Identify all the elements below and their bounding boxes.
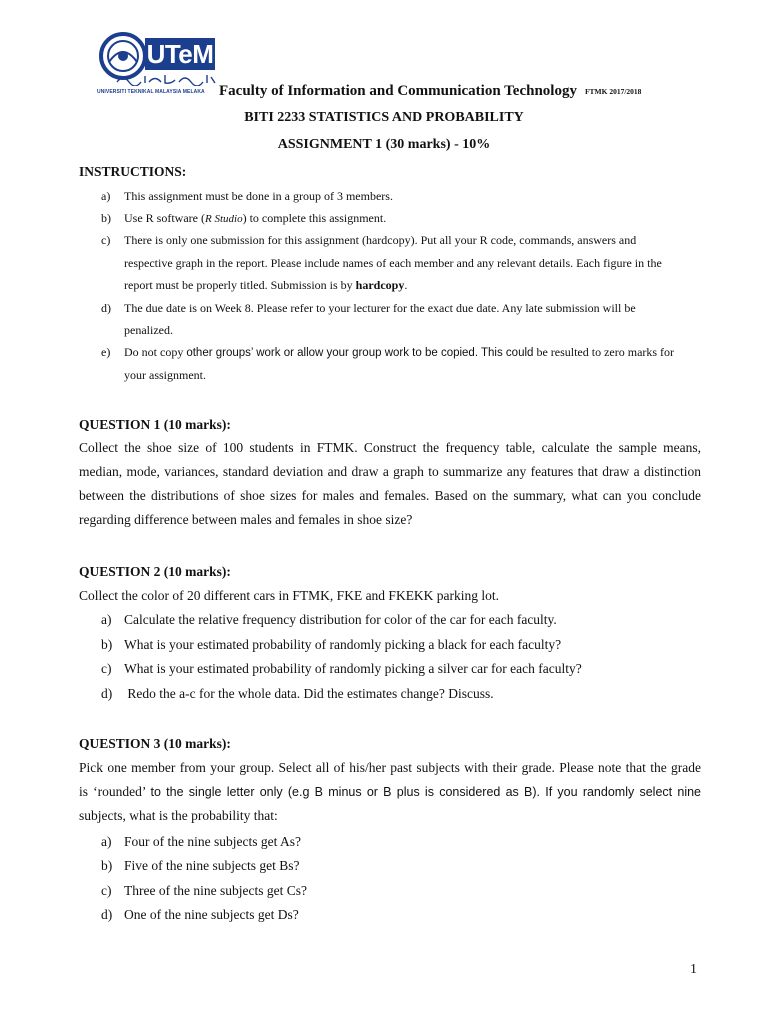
faculty-name: Faculty of Information and Communication Technology FTMK 2017/2018 — [219, 83, 642, 99]
jawi-script-icon — [115, 72, 217, 86]
question3-marker: b) — [101, 858, 113, 873]
instruction-e-line2: your assignment. — [124, 368, 206, 382]
course-title: BITI 2233 STATISTICS AND PROBABILITY — [244, 110, 524, 125]
instruction-e-line1: Do not copy other groups’ work or allow your group work to be copied. This could be resulted to zero marks for — [124, 345, 675, 359]
question3-item-b: Five of the nine subjects get Bs? — [124, 858, 300, 873]
instruction-d-line2: penalized. — [124, 323, 173, 337]
question2-item-a: Calculate the relative frequency distribution for color of the car for each faculty. — [124, 612, 557, 627]
page-number: 1 — [690, 962, 697, 977]
logo-wordmark: UTeM — [146, 39, 214, 69]
question3-body: Pick one member from your group. Select all of his/her past subjects with their grade. Please note that the grade is ‘rounded’ to the single letter only (e.g B minus or B plus is considered as B). If you randomly select nine subjects, what is the probability that: — [79, 760, 701, 823]
question2-marker: c) — [101, 661, 112, 676]
question1-body: Collect the shoe size of 100 students in FTMK. Construct the frequency table, calculate the sample means, median, mode, variances, standard deviation and draw a graph to summarize any features that draw a distinction between the distributions of shoe sizes for males and females. Based on the summary, what can you conclude regarding difference between males and females in shoe size? — [79, 440, 701, 527]
instruction-c-line2: respective graph in the report. Please include names of each member and any relevant details. Each figure in the — [124, 256, 662, 270]
question3-marker: d) — [101, 907, 113, 922]
question2-item-d: Redo the a-c for the whole data. Did the estimates change? Discuss. — [124, 686, 494, 701]
instruction-b: Use R software (R Studio) to complete this assignment. — [124, 211, 387, 225]
utem-logo — [97, 30, 219, 98]
question2-marker: d) — [101, 686, 113, 701]
question2-heading: QUESTION 2 (10 marks): — [79, 564, 231, 579]
instruction-c-line1: There is only one submission for this assignment (hardcopy). Put all your R code, commands, answers and — [124, 233, 637, 247]
assignment-title: ASSIGNMENT 1 (30 marks) - 10% — [277, 137, 491, 152]
question3-item-c: Three of the nine subjects get Cs? — [124, 883, 307, 898]
instruction-a: This assignment must be done in a group of 3 members. — [124, 189, 393, 203]
instruction-marker: e) — [101, 345, 111, 359]
question3-item-a: Four of the nine subjects get As? — [124, 834, 301, 849]
question2-marker: a) — [101, 612, 112, 627]
instruction-marker: c) — [101, 233, 111, 247]
instruction-d-line1: The due date is on Week 8. Please refer to your lecturer for the exact due date. Any late submission will be — [124, 301, 636, 315]
instruction-marker: d) — [101, 301, 111, 315]
academic-year: FTMK 2017/2018 — [584, 87, 642, 96]
instruction-marker: b) — [101, 211, 111, 225]
question3-marker: a) — [101, 834, 112, 849]
instruction-marker: a) — [101, 189, 111, 203]
instructions-heading: INSTRUCTIONS: — [79, 164, 187, 179]
question3-item-d: One of the nine subjects get Ds? — [124, 907, 299, 922]
question1-heading: QUESTION 1 (10 marks): — [79, 417, 231, 432]
question2-intro: Collect the color of 20 different cars in FTMK, FKE and FKEKK parking lot. — [79, 588, 500, 603]
instruction-c-line3: report must be properly titled. Submission is by hardcopy. — [124, 278, 408, 292]
question3-heading: QUESTION 3 (10 marks): — [79, 736, 231, 751]
question2-item-c: What is your estimated probability of randomly picking a silver car for each faculty? — [124, 661, 582, 676]
university-name: UNIVERSITI TEKNIKAL MALAYSIA MELAKA — [97, 89, 205, 95]
question3-marker: c) — [101, 883, 112, 898]
question2-marker: b) — [101, 637, 113, 652]
question2-item-b: What is your estimated probability of randomly picking a black for each faculty? — [124, 637, 562, 652]
